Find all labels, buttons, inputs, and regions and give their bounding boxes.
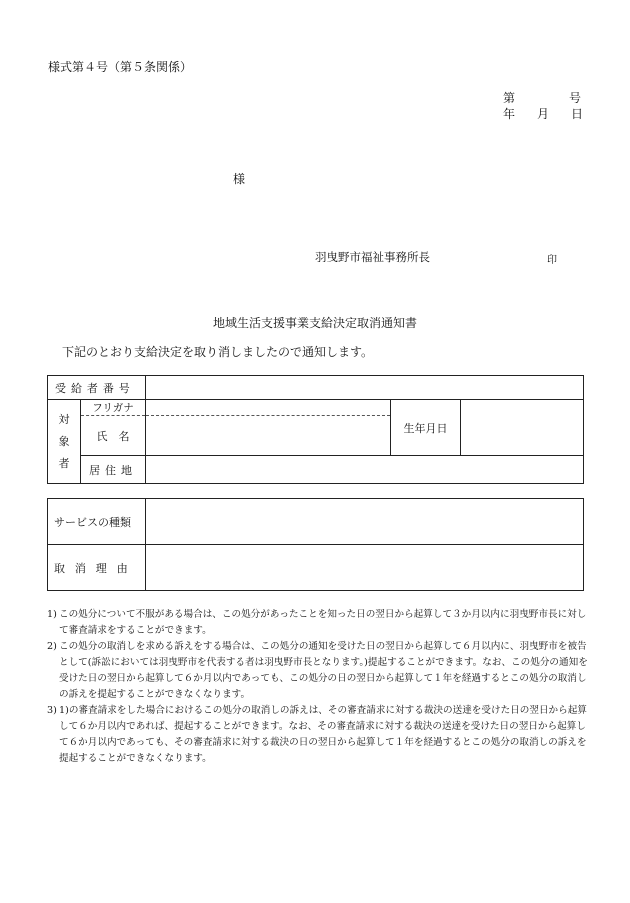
notes — [47, 607, 592, 767]
seal-mark: 印 — [547, 255, 557, 266]
name-label: 氏 名 — [81, 416, 146, 456]
service-type-field[interactable] — [146, 499, 584, 545]
document-number — [503, 89, 581, 106]
intro-text: 下記のとおり支給決定を取り消しましたので通知します。 — [62, 345, 374, 359]
furigana-field[interactable] — [146, 400, 391, 416]
addressee-suffix: 様 — [233, 172, 246, 186]
cancel-reason-field[interactable] — [146, 545, 584, 591]
issuer-name: 羽曳野市福祉事務所長 — [315, 250, 430, 264]
furigana-label: フリガナ — [81, 400, 146, 416]
birthdate-label: 生年月日 — [391, 400, 461, 456]
service-type-label: サービスの種類 — [48, 499, 146, 545]
birthdate-field[interactable] — [461, 400, 584, 456]
recipient-number-label: 受給者番号 — [48, 376, 146, 400]
doc-number-suffix: 号 — [569, 91, 582, 105]
note-item: 3) 1)の審査請求をした場合におけるこの処分の取消しの訴えは、その審査請求に対する裁決の送達を受けた日の翌日から起算して６か月以内であれば、提起することができます。なお、その審査請求に対する裁決の送達を受けた日の翌日から起算して６か月以内であっても、その審査請求に対する裁決の日の翌日から起算して１年を経過するとこの処分の取消しの訴えを提起することができなくなります。 — [47, 705, 587, 764]
document-title: 地域生活支援事業支給決定取消通知書 — [212, 316, 417, 330]
name-field[interactable] — [146, 416, 391, 456]
address-field[interactable] — [146, 456, 584, 484]
doc-number-prefix: 第 — [503, 91, 516, 105]
recipient-number-field[interactable] — [146, 376, 584, 400]
date-year: 年 — [503, 107, 516, 121]
cancel-reason-label: 取消理由 — [48, 545, 146, 591]
date-day: 日 — [571, 107, 584, 121]
form-number: 様式第４号（第５条関係） — [48, 60, 193, 74]
address-label: 居住地 — [81, 456, 146, 484]
service-info-table — [47, 498, 584, 591]
subject-label: 対 象 者 — [48, 400, 81, 484]
date-month: 月 — [537, 107, 550, 121]
note-item: 2) この処分の取消しを求める訴えをする場合は、この処分の通知を受けた日の翌日から起算して６月以内に、羽曳野市を被告として(訴訟においては羽曳野市を代表する者は羽曳野市長となります。)提起することができます。なお、この処分の通知を受けた日の翌日から起算して６か月以内であっても、この処分の日の翌日から起算して１年を経過するとこの処分の取消しの訴えを提起することができなくなります。 — [47, 641, 588, 700]
document-date — [503, 105, 583, 122]
note-item: 1) この処分について不服がある場合は、この処分があったことを知った日の翌日から起算して３か月以内に羽曳野市長に対して審査請求をすることができます。 — [47, 609, 587, 636]
recipient-info-table — [47, 375, 584, 484]
